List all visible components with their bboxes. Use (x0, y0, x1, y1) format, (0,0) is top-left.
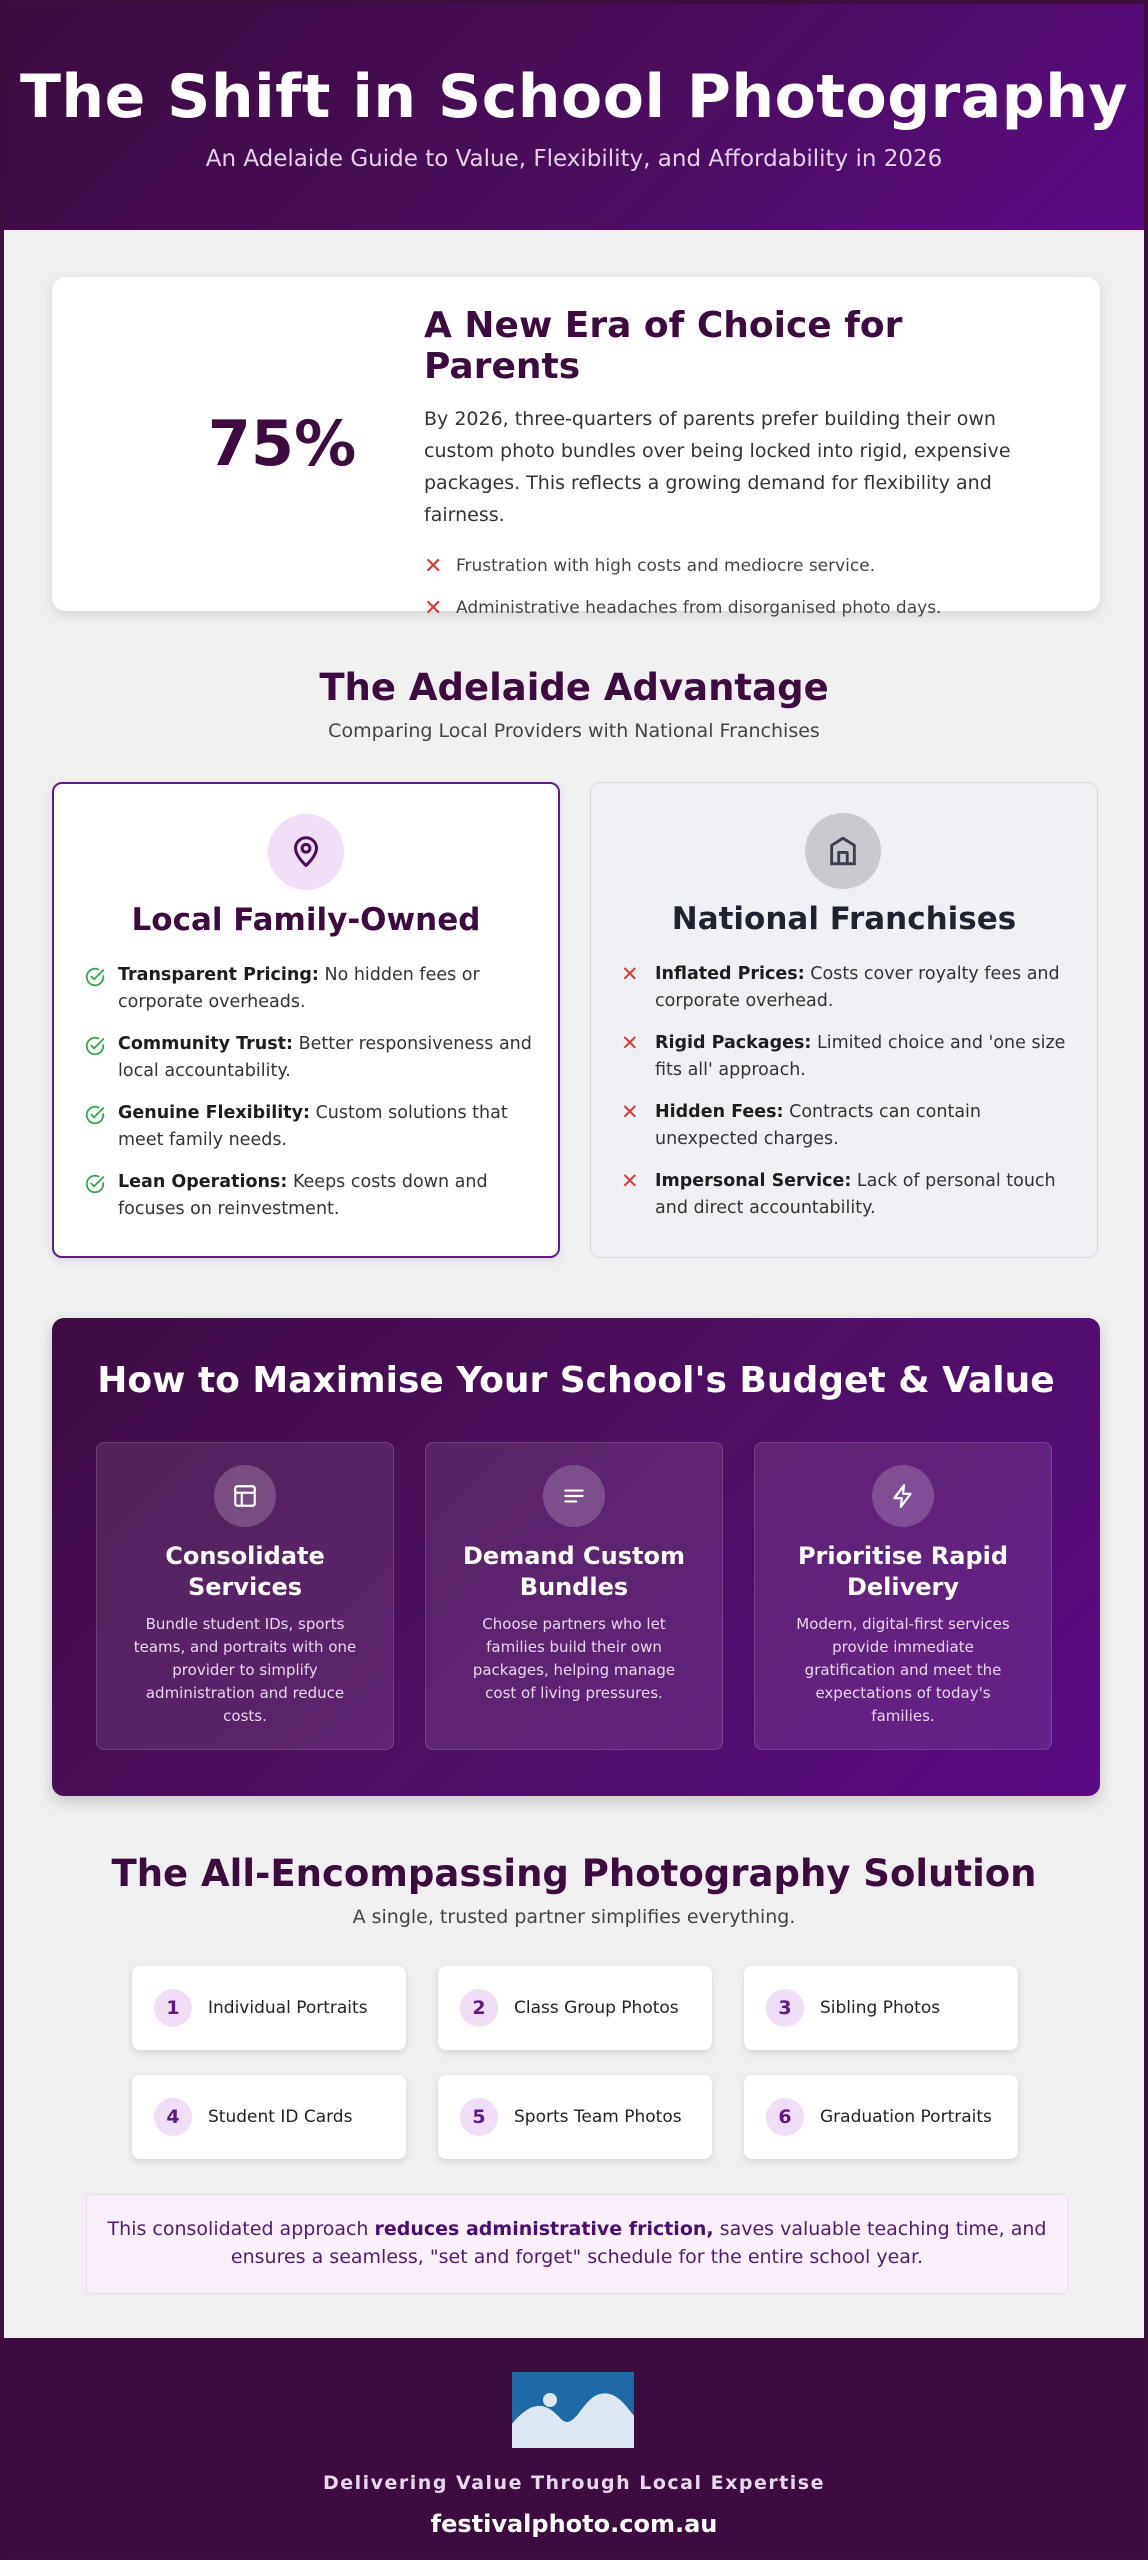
item-term: Rigid Packages: (655, 1033, 812, 1053)
list-item (424, 587, 1064, 629)
service-number: 4 (154, 2098, 192, 2136)
tip-title: Consolidate Services (165, 1542, 325, 1601)
tip-text: Choose partners who let families build their own packages, helping manage cost of living pressures. (472, 1615, 676, 1702)
service-item (132, 2075, 406, 2159)
service-label: Student ID Cards (208, 2107, 353, 2127)
item-term: Transparent Pricing: (118, 965, 319, 985)
stat-card (52, 277, 1100, 621)
budget-panel (52, 1318, 1100, 1796)
item-text: Costs cover royalty fees and corporate overhead. (655, 964, 1060, 1011)
tip-text: Bundle student IDs, sports teams, and portraits with one provider to simplify administration and reduce costs. (133, 1615, 357, 1725)
hero-header (4, 4, 1144, 230)
solution-title: The All-Encompassing Photography Solution (111, 1852, 1037, 1895)
item-term: Genuine Flexibility: (118, 1103, 310, 1123)
cross-icon: ✕ (621, 962, 639, 986)
footer (4, 2338, 1144, 2560)
list-item (621, 961, 1069, 1030)
check-icon (84, 1169, 118, 1238)
advantage-subtitle: Comparing Local Providers with National Franchises (328, 720, 820, 742)
cross-icon: ✕ (621, 1100, 639, 1124)
item-text: Lack of personal touch and direct accountability. (655, 1171, 1056, 1218)
budget-title: How to Maximise Your School's Budget & Value (97, 1360, 1055, 1401)
service-label: Individual Portraits (208, 1998, 368, 2018)
list-item (621, 1030, 1069, 1099)
service-label: Sibling Photos (820, 1998, 941, 2018)
tip-title: Demand Custom Bundles (463, 1542, 685, 1601)
list-icon (543, 1465, 605, 1527)
local-card (52, 782, 560, 1258)
page-title: The Shift in School Photography (19, 62, 1129, 132)
item-term: Impersonal Service: (655, 1171, 852, 1191)
cross-icon: ✕ (621, 1031, 639, 1055)
local-list (84, 962, 532, 1238)
stat-title: A New Era of Choice for Parents (424, 305, 903, 387)
tip-card (754, 1442, 1052, 1750)
note-bold: reduces administrative friction, (374, 2218, 714, 2240)
list-item (84, 962, 532, 1031)
service-label: Class Group Photos (514, 1998, 679, 2018)
cross-icon: ✕ (424, 595, 443, 621)
service-number: 6 (766, 2098, 804, 2136)
item-term: Community Trust: (118, 1034, 293, 1054)
stat-body (424, 305, 1064, 629)
check-icon (84, 1100, 118, 1169)
footer-tagline: Delivering Value Through Local Expertise (322, 2472, 826, 2494)
item-text: Limited choice and 'one size fits all' approach. (655, 1033, 1066, 1080)
layout-icon (214, 1465, 276, 1527)
list-item (621, 1168, 1069, 1237)
check-icon (84, 1031, 118, 1100)
solution-subtitle: A single, trusted partner simplifies everything. (352, 1906, 796, 1928)
list-item (84, 1100, 532, 1169)
item-term: Lean Operations: (118, 1172, 288, 1192)
service-number: 5 (460, 2098, 498, 2136)
photo-logo-icon (512, 2372, 634, 2448)
item-text: Better responsiveness and local accountability. (118, 1034, 532, 1081)
tip-text: Modern, digital-first services provide immediate gratification and meet the expectations of today's families. (796, 1615, 1010, 1725)
item-text: Contracts can contain unexpected charges. (655, 1102, 982, 1149)
lightning-icon (872, 1465, 934, 1527)
list-item (424, 545, 1064, 587)
service-item (744, 2075, 1018, 2159)
tip-card (96, 1442, 394, 1750)
service-number: 2 (460, 1989, 498, 2027)
item-term: Hidden Fees: (655, 1102, 784, 1122)
national-list (621, 961, 1069, 1237)
solution-note (86, 2194, 1068, 2294)
national-card (590, 782, 1098, 1258)
note-prefix: This consolidated approach (107, 2218, 375, 2240)
cross-icon: ✕ (621, 1169, 639, 1193)
service-item (132, 1966, 406, 2050)
issue-text: Administrative headaches from disorganised photo days. (456, 598, 942, 618)
service-number: 1 (154, 1989, 192, 2027)
stat-lead: By 2026, three-quarters of parents prefer building their own custom photo bundles over being locked into rigid, expensive packages. This reflects a growing demand for flexibility and fairness. (424, 408, 1011, 526)
national-title: National Franchises (671, 901, 1017, 937)
building-icon (805, 813, 881, 889)
note-suffix: saves valuable teaching time, and ensures a seamless, "set and forget" schedule for the entire school year. (230, 2218, 1047, 2268)
list-item (84, 1031, 532, 1100)
cross-icon: ✕ (424, 553, 443, 579)
list-item (621, 1099, 1069, 1168)
check-icon (84, 962, 118, 1031)
item-text: No hidden fees or corporate overheads. (118, 965, 480, 1012)
stat-value: 75% (207, 407, 357, 480)
service-number: 3 (766, 1989, 804, 2027)
tip-card (425, 1442, 723, 1750)
footer-site-link[interactable]: festivalphoto.com.au (430, 2510, 718, 2538)
tip-title: Prioritise Rapid Delivery (797, 1542, 1009, 1601)
map-pin-icon (268, 814, 344, 890)
service-label: Graduation Portraits (820, 2107, 992, 2127)
service-item (438, 2075, 712, 2159)
service-label: Sports Team Photos (514, 2107, 682, 2127)
local-title: Local Family-Owned (131, 902, 481, 938)
item-text: Custom solutions that meet family needs. (118, 1103, 508, 1150)
issue-text: Frustration with high costs and mediocre service. (456, 556, 876, 576)
item-term: Inflated Prices: (655, 964, 805, 984)
issue-list (424, 545, 1064, 629)
list-item (84, 1169, 532, 1238)
service-item (438, 1966, 712, 2050)
advantage-title: The Adelaide Advantage (319, 666, 829, 709)
item-text: Keeps costs down and focuses on reinvestment. (118, 1172, 488, 1219)
page-subtitle: An Adelaide Guide to Value, Flexibility, and Affordability in 2026 (205, 146, 943, 172)
service-item (744, 1966, 1018, 2050)
